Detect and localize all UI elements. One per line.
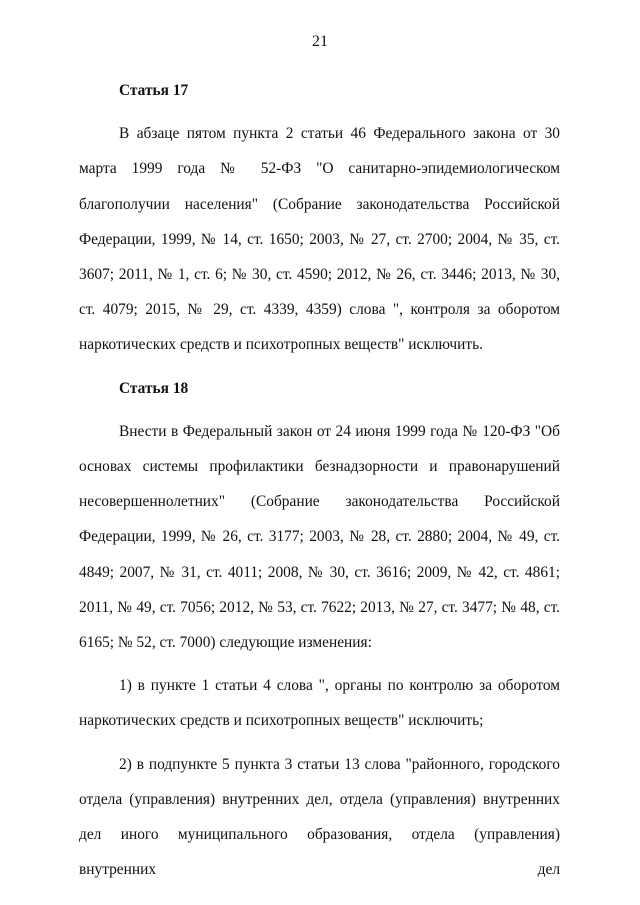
article-18-intro: Внести в Федеральный закон от 24 июня 1999 года № 120-ФЗ "Об основах системы профилактики безнадзорности и правонарушений несовершеннолетних" (Собрание законодательства Российской Федерации, 1999, № 26, ст. 3177; 2003, № 28, ст. 2880; 2004, № 49, ст. 4849; 2007, № 31, ст. 4011; 2008, № 30, ст. 3616; 2009, № 42, ст. 4861; 2011, № 49, ст. 7056; 2012, № 53, ст. 7622; 2013, № 27, ст. 3477; № 48, ст. 6165; № 52, ст. 7000) следующие изменения: [79,422,560,652]
article-17-text: В абзаце пятом пункта 2 статьи 46 Федерального закона от 30 марта 1999 года № 52-ФЗ "О санитарно-эпидемиологическом благополучии населения" (Собрание законодательства Российской Федерации, 1999, № 14, ст. 1650; 2003, № 27, ст. 2700; 2004, № 35, ст. 3607; 2011, № 1, ст. 6; № 30, ст. 4590; 2012, № 26, ст. 3446; 2013, № 30, ст. 4079; 2015, № 29, ст. 4339, 4359) слова ", контроля за оборотом наркотических средств и психотропных веществ" исключить. [79,125,560,354]
article-18-heading: Статья 18 [119,379,189,397]
document-body [79,73,560,887]
page-number: 21 [312,33,328,50]
article-17-heading: Статья 17 [119,82,189,99]
article-18-item-2: 2) в подпункте 5 пункта 3 статьи 13 слова "районного, городского отдела (управления) внутренних дел, отдела (управления) внутренних дел иного муниципального образования, отдела (управления) внутренних дел [79,755,560,879]
article-18-item-1: 1) в пункте 1 статьи 4 слова ", органы по контролю за оборотом наркотических средств и психотропных веществ" исключить; [79,677,560,730]
